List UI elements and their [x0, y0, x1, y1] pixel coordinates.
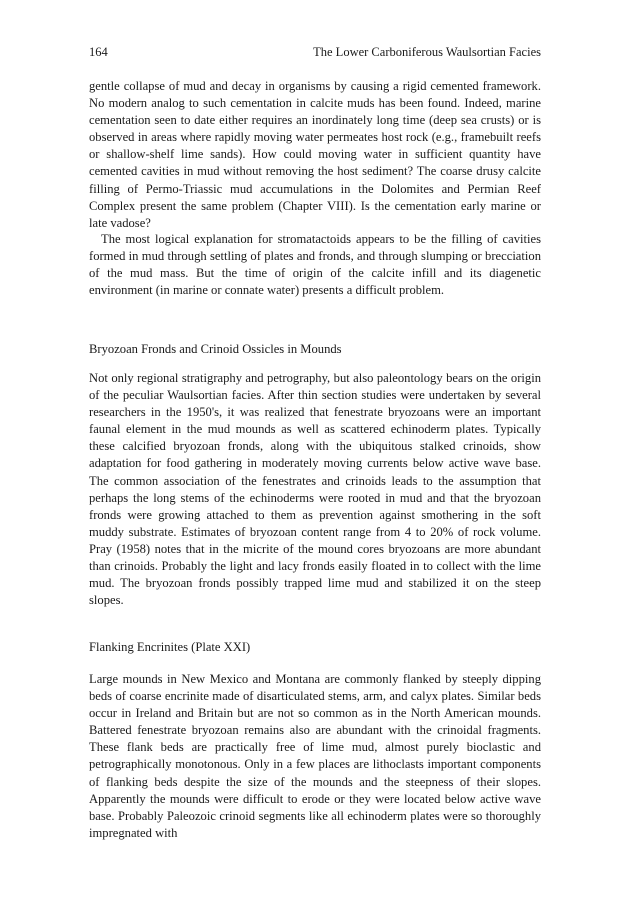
paragraph-bryozoans: Not only regional stratigraphy and petrography, but also paleontology bears on the origin of the peculiar Waulsortian facies. After thin section studies were undertaken by several researchers in the 1950's, it was realized that fenestrate bryozoans were an important faunal element in the mud mounds as well as scattered echinoderm plates. Typically these calcified bryozoan fronds, along with the ubiquitous stalked crinoids, show adaptation for food gathering in moderately moving currents below active wave base. The common association of the fenestrates and crinoids leads to the assumption that perhaps the long stems of the echinoderms were rooted in mud and that the bryozoan fronds were growing attached to them as prevention against smothering in the soft muddy substrate. Estimates of bryozoan content range from 4 to 20% of rock volume. Pray (1958) notes that in the micrite of the mound cores bryozoans are more abundant than crinoids. Probably the light and lacy fronds easily floated in to collect with the lime mud. The bryozoan fronds possibly trapped lime mud and stabilized it on the steep slopes.	[89, 371, 541, 608]
section-heading-bryozoan-fronds: Bryozoan Fronds and Crinoid Ossicles in Mounds	[89, 342, 342, 356]
paragraph-continuation: gentle collapse of mud and decay in organisms by causing a rigid cemented framework. No modern analog to such cementation in calcite muds has been found. Indeed, marine cementation seen to date either requires an inordinately long time (deep sea crusts) or is observed in areas where rapidly moving water permeates host rock (e.g., framebuilt reefs or shallow-shelf lime sands). How could moving water in sufficient quantity have cemented cavities in mud without removing the host sediment? The coarse drusy calcite filling of Permo-Triassic mud accumulations in the Dolomites and Permian Reef Complex present the same problem (Chapter VIII). Is the cementation early marine or late vadose?	[89, 79, 541, 230]
running-title: The Lower Carboniferous Waulsortian Facies	[313, 45, 541, 59]
paragraph-stromatactoids: The most logical explanation for stromatactoids appears to be the filling of cavities formed in mud through settling of plates and fronds, and through slumping or brecciation of the mud mass. But the time of origin of the calcite infill and its diagenetic environment (in marine or connate water) presents a difficult problem.	[89, 232, 541, 298]
section-heading-flanking-encrinites: Flanking Encrinites (Plate XXI)	[89, 640, 251, 654]
page-number: 164	[89, 45, 108, 59]
paragraph-encrinites: Large mounds in New Mexico and Montana are commonly flanked by steeply dipping beds of coarse encrinite made of disarticulated stems, arm, and calyx plates. Similar beds occur in Ireland and Britain but are not so common as in the North American mounds. Battered fenestrate bryozoan remains also are abundant with the crinoidal fragments. These flank beds are practically free of lime mud, almost purely bioclastic and petrographically monotonous. Only in a few places are lithoclasts important components of flanking beds despite the size of the mounds and the steepness of their slopes. Apparently the mounds were difficult to erode or they were located below active wave base. Probably Paleozoic crinoid segments like all echinoderm plates were so thoroughly impregnated with	[89, 672, 541, 840]
